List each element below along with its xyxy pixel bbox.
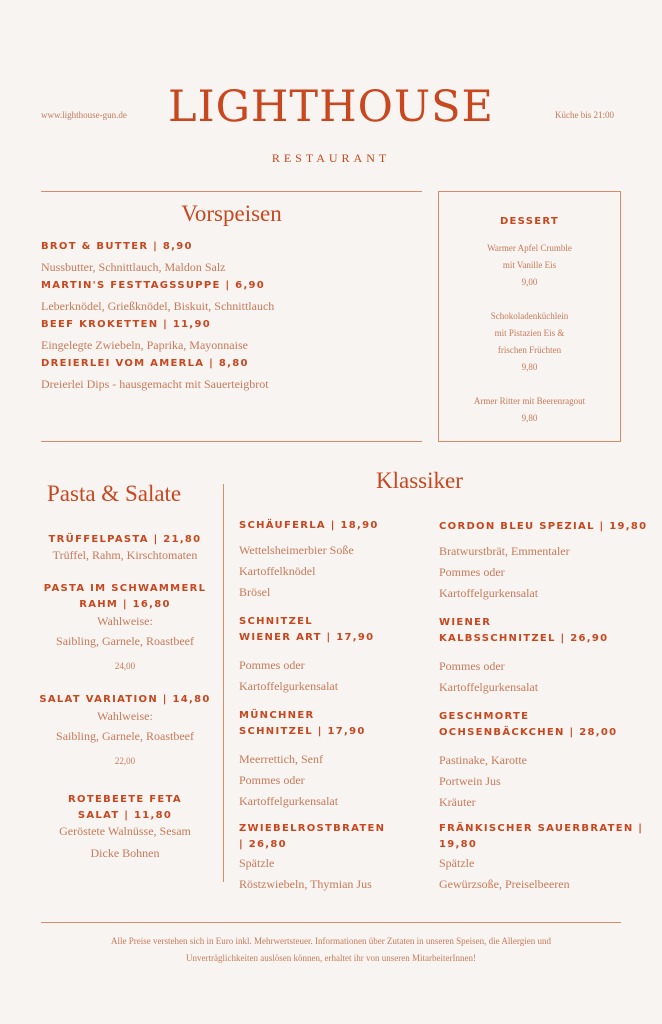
menu-item-desc: Nussbutter, Schnittlauch, Maldon Salz (41, 260, 226, 274)
menu-item-desc: Portwein Jus (439, 774, 501, 788)
menu-item-desc: Saibling, Garnele, Roastbeef (56, 729, 194, 743)
menu-item (35, 532, 215, 563)
dessert-price: 9,80 (521, 362, 538, 372)
menu-item-name: SALAT VARIATION | 14,80 (39, 694, 211, 705)
menu-item-name: MÜNCHNER (239, 710, 315, 721)
menu-item-desc: Dicke Bohnen (90, 846, 160, 860)
menu-item-desc: Pommes oder (439, 659, 505, 673)
footer-line: Alle Preise verstehen sich in Euro inkl. Mehrwertsteuer. Informationen über Zutaten in unseren Speisen, die Allergien und (111, 936, 551, 946)
menu-item-desc: Röstzwiebeln, Thymian Jus (239, 877, 372, 891)
section-title-pasta: Pasta & Salate (47, 481, 182, 506)
menu-item (439, 519, 649, 604)
menu-item-name: WIENER (439, 617, 492, 628)
menu-item-desc: Spätzle (239, 856, 275, 870)
menu-item-name: SCHNITZEL (239, 616, 313, 627)
dessert-item (439, 308, 620, 376)
menu-item-price: 22,00 (114, 756, 136, 766)
klassiker-left-list (239, 518, 429, 895)
menu-item-price: 24,00 (114, 661, 136, 671)
menu-item-desc: Kartoffelgurkensalat (439, 680, 539, 694)
menu-item-name: SALAT | 11,80 (77, 810, 173, 821)
menu-item-name: | 26,80 (239, 839, 287, 850)
dessert-line: Armer Ritter mit Beerenragout (473, 396, 586, 406)
menu-item-desc: Kartoffelgurkensalat (239, 794, 339, 808)
dessert-title: DESSERT (499, 216, 560, 227)
menu-item-desc: Pastinake, Karotte (439, 753, 527, 767)
menu-item-name: BROT & BUTTER | 8,90 (41, 241, 193, 252)
menu-item-desc: Saibling, Garnele, Roastbeef (56, 634, 194, 648)
menu-item-name: FRÄNKISCHER SAUERBRATEN | (439, 823, 644, 834)
menu-item-desc: Wahlweise: (97, 709, 153, 723)
menu-item-name: 19,80 (439, 839, 478, 850)
menu-item-desc: Geröstete Walnüsse, Sesam (59, 824, 191, 838)
divider (41, 441, 422, 442)
menu-item-desc: Bratwurstbrät, Emmentaler (439, 544, 570, 558)
footer-line: Unverträglichkeiten auslösen können, erhaltet ihr von unseren MitarbeiterInnen! (186, 953, 476, 963)
dessert-box (438, 191, 621, 442)
divider (41, 191, 422, 192)
menu-item (35, 692, 215, 771)
brand-title: LIGHTHOUSE (168, 82, 494, 132)
menu-item-desc: Wettelsheimerbier Soße (239, 543, 354, 557)
dessert-line: frischen Früchten (497, 345, 562, 355)
vertical-divider (223, 484, 224, 882)
menu-item-name: CORDON BLEU SPEZIAL | 19,80 (439, 521, 648, 532)
kitchen-hours: Küche bis 21:00 (555, 110, 614, 120)
menu-item-desc: Kartoffelgurkensalat (439, 586, 539, 600)
menu-item-name: BEEF KROKETTEN | 11,90 (41, 319, 212, 330)
menu-item-name: RAHM | 16,80 (79, 599, 171, 610)
section-title-klassiker: Klassiker (376, 468, 463, 493)
menu-item-desc: Leberknödel, Grießknödel, Biskuit, Schnittlauch (41, 299, 275, 313)
menu-item (239, 614, 429, 697)
section-title-vorspeisen: Vorspeisen (181, 201, 282, 226)
menu-item-name: PASTA IM SCHWAMMERL (43, 583, 207, 594)
menu-item-name: WIENER ART | 17,90 (239, 632, 375, 643)
menu-item-name: GESCHMORTE (439, 711, 530, 722)
menu-item-name: DREIERLEI VOM AMERLA | 8,80 (41, 358, 249, 369)
menu-item-name: OCHSENBÄCKCHEN | 28,00 (439, 727, 618, 738)
menu-item-desc: Gewürzsoße, Preiselbeeren (439, 877, 570, 891)
menu-item-desc: Meerrettich, Senf (239, 752, 323, 766)
menu-item-name: SCHÄUFERLA | 18,90 (239, 520, 379, 531)
menu-item-name: MARTIN'S FESTTAGSSUPPE | 6,90 (41, 280, 266, 291)
divider (41, 922, 621, 923)
menu-item-desc: Kartoffelknödel (239, 564, 316, 578)
brand-subtitle: RESTAURANT (271, 151, 391, 165)
dessert-item (439, 393, 620, 427)
dessert-line: mit Vanille Eis (502, 260, 557, 270)
dessert-price: 9,00 (521, 277, 538, 287)
menu-item-desc: Dreierlei Dips - hausgemacht mit Sauerteigbrot (41, 377, 269, 391)
menu-item (239, 518, 429, 603)
menu-item (239, 821, 429, 895)
menu-item-desc: Wahlweise: (97, 614, 153, 628)
menu-item (239, 708, 429, 812)
menu-item (439, 615, 649, 698)
menu-item-name: TRÜFFELPASTA | 21,80 (48, 534, 202, 545)
menu-item (35, 581, 215, 676)
menu-item (439, 709, 649, 813)
pasta-list (35, 532, 215, 867)
website-url: www.lighthouse-gun.de (41, 110, 127, 120)
menu-item-desc: Trüffel, Rahm, Kirschtomaten (52, 548, 198, 562)
menu-item-desc: Spätzle (439, 856, 475, 870)
menu-item (35, 792, 215, 867)
klassiker-right-list (439, 519, 649, 895)
footer-note (41, 933, 621, 967)
dessert-item (439, 240, 620, 291)
menu-item-name: SCHNITZEL | 17,90 (239, 726, 366, 737)
menu-item (439, 821, 649, 895)
menu-item-desc: Brösel (239, 585, 271, 599)
dessert-line: Schokoladenküchlein (490, 311, 569, 321)
menu-item-desc: Kräuter (439, 795, 476, 809)
menu-item-desc: Pommes oder (239, 658, 305, 672)
dessert-line: mit Pistazien Eis & (494, 328, 565, 338)
dessert-price: 9,80 (521, 413, 538, 423)
menu-item-name: ZWIEBELROSTBRATEN (239, 823, 386, 834)
dessert-line: Warmer Apfel Crumble (487, 243, 572, 253)
menu-item-desc: Pommes oder (439, 565, 505, 579)
menu-item-desc: Pommes oder (239, 773, 305, 787)
vorspeisen-list (41, 239, 422, 395)
menu-item-name: KALBSSCHNITZEL | 26,90 (439, 633, 609, 644)
menu-item-desc: Eingelegte Zwiebeln, Paprika, Mayonnaise (41, 338, 248, 352)
menu-item-name: ROTEBEETE FETA (68, 794, 182, 805)
menu-item-desc: Kartoffelgurkensalat (239, 679, 339, 693)
